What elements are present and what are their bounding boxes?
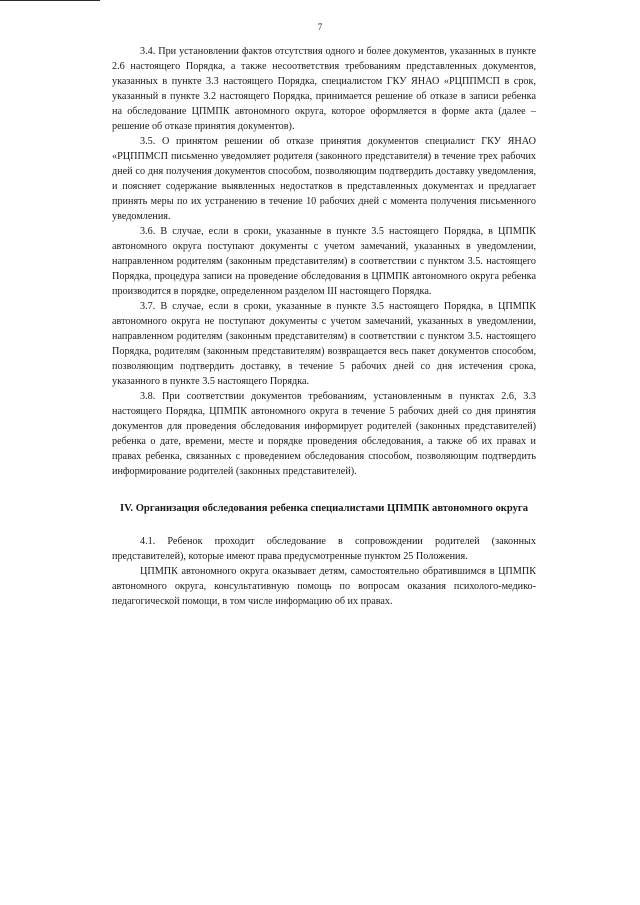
paragraph-3-4: 3.4. При установлении фактов отсутствия одного и более документов, указанных в пункте 2.6 настоящего Порядка, а также несоответствия требованиям представленных документов, указанных в пункте 3.3 настоящего Порядка, специалистом ГКУ ЯНАО «РЦППМСП в срок, указанный в пункте 3.2 настоящего Порядка, принимается решение об отказе в записи ребенка на обследование ЦПМПК автономного округа, которое оформляется в форме акта (далее – решение об отказе принятия документов). <box>112 46 536 132</box>
paragraph-4-1: 4.1. Ребенок проходит обследование в сопровождении родителей (законных представителей), которые имеют права предусмотренные пунктом 25 Положения. <box>112 536 536 562</box>
paragraph-3-7: 3.7. В случае, если в сроки, указанные в пункте 3.5 настоящего Порядка, в ЦПМПК автономного округа не поступают документы с учетом замечаний, указанных в уведомлении, направленном родителям (законным представителям) в соответствии с пунктом 3.5. настоящего Порядка, родителям (законным представителям) возвращается весь пакет документов способом, позволяющим подтвердить доставку, в течение 5 рабочих дней со дня истечения срока, указанного в пункте 3.5 настоящего Порядка. <box>112 301 536 387</box>
scan-edge-mark <box>0 0 100 1</box>
paragraph-3-5: 3.5. О принятом решении об отказе принятия документов специалист ГКУ ЯНАО «РЦППМСП письменно уведомляет родителя (законного представителя) в течение трех рабочих дней со дня получения документов способом, позволяющим подтвердить доставку уведомления, и поясняет содержание выявленных недостатков в представленных документах и предлагает принять меры по их устранению в течение 10 рабочих дней с момента получения письменного уведомления. <box>112 136 536 222</box>
document-body <box>112 44 536 609</box>
paragraph-3-6: 3.6. В случае, если в сроки, указанные в пункте 3.5 настоящего Порядка, в ЦПМПК автономного округа поступают документы с учетом замечаний, указанных в уведомлении, направленном родителям (законным представителям) в соответствии с пунктом 3.5. настоящего Порядка, процедура записи на проведение обследования в ЦПМПК автономного округа ребенка производится в порядке, определенном разделом III настоящего Порядка. <box>112 226 536 297</box>
paragraph-3-8: 3.8. При соответствии документов требованиям, установленным в пунктах 2.6, 3.3 настоящего Порядка, ЦПМПК автономного округа в течение 5 рабочих дней со дня принятия документов для проведения обследования информирует родителей (законных представителей) ребенка о дате, времени, месте и порядке проведения обследования, а также об их правах и правах ребенка, связанных с проведением обследования способом, позволяющим подтвердить информирование родителей (законных представителей). <box>112 391 536 477</box>
paragraph-4-1-consultation: ЦПМПК автономного округа оказывает детям, самостоятельно обратившимся в ЦПМПК автономного округа, консультативную помощь по вопросам оказания психолого-медико-педагогической помощи, в том числе информацию об их правах. <box>112 566 536 607</box>
section-4-heading: IV. Организация обследования ребенка специалистами ЦПМПК автономного округа <box>119 503 529 514</box>
page-number: 7 <box>317 22 323 32</box>
